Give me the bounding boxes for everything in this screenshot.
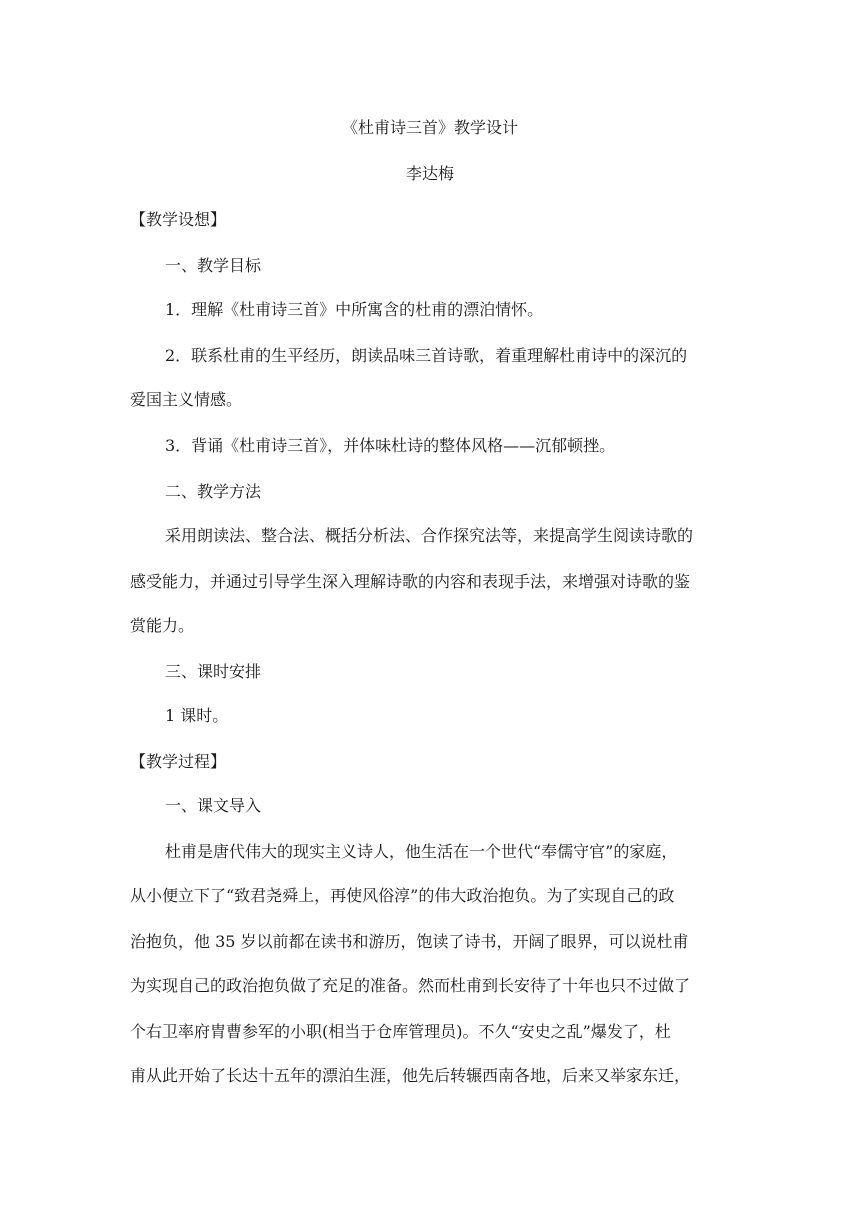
intro-paragraph-line-5: 个右卫率府胄曹参军的小职(相当于仓库管理员)。不久“安史之乱”爆发了，杜 bbox=[130, 1022, 671, 1041]
intro-paragraph-line-2: 从小便立下了“致君尧舜上，再使风俗淳”的伟大政治抱负。为了实现自己的政 bbox=[130, 886, 675, 905]
schedule-heading: 三、课时安排 bbox=[165, 662, 262, 681]
methods-paragraph-line-1: 采用朗读法、整合法、概括分析法、合作探究法等，来提高学生阅读诗歌的 bbox=[165, 526, 694, 545]
goal-item-2-line-2: 爱国主义情感。 bbox=[130, 390, 243, 409]
intro-paragraph-line-6: 甫从此开始了长达十五年的漂泊生涯，他先后转辗西南各地，后来又举家东迁， bbox=[130, 1066, 691, 1085]
goal-item-3: 3．背诵《杜甫诗三首》，并体味杜诗的整体风格——沉郁顿挫。 bbox=[165, 436, 616, 455]
intro-heading: 一、课文导入 bbox=[165, 796, 262, 815]
intro-paragraph-line-1: 杜甫是唐代伟大的现实主义诗人，他生活在一个世代“奉儒守官”的家庭， bbox=[165, 842, 678, 861]
document-author: 李达梅 bbox=[405, 164, 454, 183]
intro-paragraph-line-3: 治抱负，他 35 岁以前都在读书和游历，饱读了诗书，开阔了眼界，可以说杜甫 bbox=[130, 932, 689, 951]
goal-item-1: 1．理解《杜甫诗三首》中所寓含的杜甫的漂泊情怀。 bbox=[165, 300, 544, 319]
goal-item-2-line-1: 2．联系杜甫的生平经历，朗读品味三首诗歌，着重理解杜甫诗中的深沉的 bbox=[165, 346, 688, 365]
section-heading-teaching-process: 【教学过程】 bbox=[130, 752, 227, 771]
methods-paragraph-line-3: 赏能力。 bbox=[130, 616, 195, 635]
methods-heading: 二、教学方法 bbox=[165, 482, 262, 501]
methods-paragraph-line-2: 感受能力，并通过引导学生深入理解诗歌的内容和表现手法，来增强对诗歌的鉴 bbox=[130, 572, 691, 591]
goals-heading: 一、教学目标 bbox=[165, 256, 262, 275]
schedule-text: 1 课时。 bbox=[165, 706, 229, 725]
section-heading-teaching-idea: 【教学设想】 bbox=[130, 210, 227, 229]
document-title: 《杜甫诗三首》教学设计 bbox=[341, 118, 518, 137]
intro-paragraph-line-4: 为实现自己的政治抱负做了充足的准备。然而杜甫到长安待了十年也只不过做了 bbox=[130, 976, 691, 995]
